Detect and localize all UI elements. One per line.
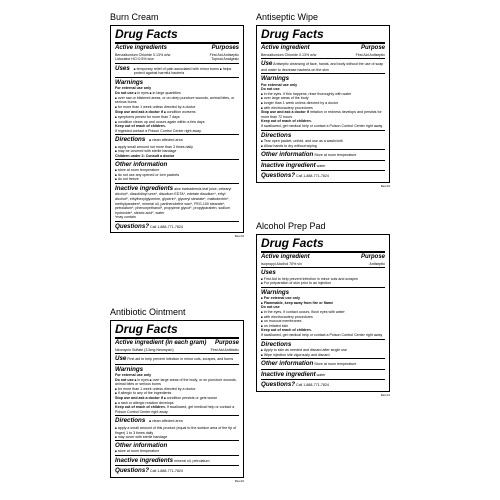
info-item: ■ do not use any opened or torn packets: [115, 173, 239, 178]
purposes-label: Purpose: [360, 45, 385, 51]
flammable-warning: Flammable, keep away from fire or flame: [263, 300, 334, 305]
questions-phone: Call 1-888-771-7824: [150, 224, 183, 229]
purposes-label: Purpose: [360, 254, 385, 260]
stop-use-label: Stop use and ask a doctor if: [115, 110, 163, 115]
panel-title: Antiseptic Wipe: [256, 12, 319, 22]
direction-item: ■ Allow hands to dry without wiping: [261, 144, 385, 149]
warning-item: ■ if allergic to any of the ingredients: [115, 391, 239, 396]
questions-section: [261, 379, 385, 390]
direction-item: ■ apply a small amount of this product (equal to the surface area of the tip of finger) 1 to 3 times daily: [115, 426, 239, 435]
uses-label: Uses: [261, 269, 276, 277]
questions-label: Questions?: [115, 222, 150, 230]
drug-facts-heading: Drug Facts: [261, 28, 385, 44]
stop-use-label: Stop use and ask a doctor if: [115, 396, 163, 401]
drug-facts-box: [110, 25, 244, 233]
ingredient-purpose: First Aid Antiseptic: [209, 52, 239, 57]
drug-facts-heading: Drug Facts: [261, 237, 385, 253]
keep-out-label: Keep out of reach of children.: [115, 124, 166, 129]
questions-label: Questions?: [115, 467, 150, 475]
inactive-ingredients-text: water: [316, 372, 326, 377]
directions-label: Directions: [115, 417, 146, 425]
external-use-warning: For external use only: [261, 82, 298, 87]
external-use-warning: For external use only: [115, 373, 152, 378]
direction-item: ■ Wipe injection site vigorously and discard: [261, 353, 385, 358]
alcohol-prep-pad-panel: [256, 221, 390, 397]
revision-label: Rev.02: [234, 478, 244, 483]
inactive-ingredients-label: Inactive ingredients: [115, 456, 174, 464]
keep-out-text: If swallowed, get medical help or contact a Poison Control Center right away: [261, 333, 383, 338]
ingredient-name: Benzalkonium Chloride 0.13% w/w: [261, 52, 317, 57]
revision-label: Rev.02: [380, 183, 390, 188]
other-information-label: Other information: [261, 360, 314, 368]
warnings-label: Warnings: [115, 365, 144, 373]
warning-item: ■ condition persists or gets worse: [164, 396, 217, 400]
info-item: ■ do not freeze: [115, 177, 239, 182]
inactive-ingredients-label: Inactive ingredient: [261, 161, 316, 169]
warning-item: ■ on irritated skin: [261, 324, 385, 329]
panel-title: Burn Cream: [110, 12, 159, 22]
purposes-label: Purpose: [214, 340, 239, 346]
inactive-ingredients-section: [115, 183, 239, 221]
drug-facts-box: [256, 25, 390, 183]
info-item: ■ store at room temperature: [115, 168, 239, 173]
inactive-ingredients-label: Inactive ingredients: [115, 184, 174, 192]
active-ingredients-section: [115, 44, 239, 63]
active-ingredients-section: [261, 253, 385, 267]
other-information-label: Other information: [115, 160, 168, 168]
warning-item: ■ longer than 1 week unless directed by a doctor: [261, 101, 385, 106]
antiseptic-wipe-panel: [256, 12, 390, 188]
direction-item: ■ Apply to skin as needed and discard after single use: [261, 348, 385, 353]
questions-label: Questions?: [261, 172, 296, 180]
other-information-section: [261, 358, 385, 369]
keep-out-label: Keep out of reach of children.: [115, 405, 166, 410]
direction-item: ■ may be covered with sterile bandage: [115, 149, 239, 154]
panel-title: Alcohol Prep Pad: [256, 221, 326, 231]
other-information-text: Store at room temperature: [314, 153, 357, 158]
do-not-use-label: Do not use: [261, 305, 280, 310]
use-item: ■ For preparation of skin prior to an injection: [261, 281, 385, 286]
do-not-use-label: Do not use: [115, 377, 134, 382]
warning-item: ■ in large quantities: [150, 91, 181, 95]
direction-item: ■ may cover with sterile bandage: [115, 435, 239, 440]
drug-facts-box: [110, 320, 244, 478]
active-ingredients-label: Active ingredient: [261, 254, 310, 260]
uses-text: Antiseptic cleansing of face, hands, and body without the use of soap and water to decrease bacteria on the skin: [261, 62, 384, 72]
info-item: ■ store at room temperature: [115, 449, 239, 454]
warning-item: ■ with electrocautery procedures: [261, 315, 385, 320]
warning-item: ■ for more than 1 week unless directed by a doctor: [115, 387, 239, 392]
direction-item: ■ clean affected area: [149, 419, 239, 424]
panel-title: Antibiotic Ointment: [110, 307, 186, 317]
other-information-section: [261, 149, 385, 160]
warning-item: ■ over large areas of the body: [261, 96, 385, 101]
directions-label: Directions: [261, 340, 292, 348]
keep-out-text: If swallowed, get medical help or contact a Poison Control Center right away: [261, 124, 383, 129]
warning-item: ■ in eyes: [135, 378, 149, 382]
warnings-label: Warnings: [261, 75, 290, 83]
other-information-section: [115, 159, 239, 183]
purposes-label: Purposes: [211, 45, 239, 51]
warning-item: ■ on mucous membranes: [261, 319, 385, 324]
warning-item: ■ over raw or blistered areas, or on deep puncture wounds, animal bites, or serious burns: [115, 96, 239, 105]
other-information-section: [115, 440, 239, 455]
inactive-ingredients-note: *may contain: [115, 215, 136, 220]
directions-label: Directions: [115, 136, 146, 144]
direction-children: Children under 2: Consult a doctor: [115, 154, 175, 158]
keep-out-label: Keep out of reach of children.: [261, 328, 312, 333]
ingredient-purpose: Antiseptic: [369, 261, 385, 266]
ingredient-purpose: Topical Analgesic: [211, 57, 239, 62]
warning-item: ■ for more than 1 week unless directed by a doctor: [115, 105, 239, 110]
warnings-section: [115, 364, 239, 416]
keep-out-text: If swallowed, get medical help or contact a Poison Control Center right away.: [115, 405, 235, 414]
do-not-use-label: Do not use: [261, 87, 280, 92]
stop-use-text: irritation or redness develops and persists for more than 72 hours: [261, 110, 382, 119]
inactive-ingredients-label: Inactive ingredient: [261, 370, 316, 378]
active-ingredients-section: [115, 339, 239, 353]
revision-label: Rev.01: [380, 392, 390, 397]
directions-section: [115, 134, 239, 145]
direction-item: ■ apply small amount not more than 3 times daily: [115, 145, 239, 150]
warning-item: ■ in the eyes. If this happens, rinse thoroughly with water: [261, 92, 385, 97]
direction-item: ■ Tear open packet, unfold, and use as a washcloth: [261, 139, 385, 144]
questions-section: [261, 170, 385, 181]
warnings-section: [261, 287, 385, 339]
warnings-section: [115, 77, 239, 134]
inactive-ingredients-section: [115, 455, 239, 466]
warning-item: ■ symptoms persist for more than 7 days: [115, 115, 239, 120]
directions-section: [115, 415, 239, 426]
stop-use-label: Stop use and ask a doctor if: [261, 110, 309, 115]
directions-label: Directions: [261, 131, 292, 139]
ingredient-name: Lidocaine HCl 0.5% w/w: [115, 57, 154, 62]
directions-section: [261, 339, 385, 359]
other-information-label: Other information: [261, 151, 314, 159]
uses-section: [115, 63, 239, 77]
uses-section: [261, 58, 385, 73]
warning-item: ■ a rash or allergic reaction develops: [115, 401, 239, 406]
uses-text: First aid to help prevent infection in minor cuts, scrapes, and burns: [127, 357, 234, 362]
warning-item: ■ condition worsens: [164, 110, 196, 114]
inactive-ingredients-text: water: [316, 163, 326, 168]
warnings-label: Warnings: [261, 288, 290, 296]
other-information-label: Other information: [115, 441, 168, 449]
external-use-warning: For external use only: [115, 86, 152, 91]
keep-out-label: Keep out of reach of children.: [261, 119, 312, 124]
ingredient-name: Neomycin Sulfate (3.5mg Neomycin): [115, 347, 174, 352]
inactive-ingredients-section: [261, 369, 385, 380]
uses-section: [261, 267, 385, 287]
questions-phone: Call 1-888-771-7824: [296, 383, 329, 388]
active-ingredients-label: Active ingredients: [115, 45, 168, 51]
uses-label: Use: [115, 355, 127, 363]
active-ingredients-section: [261, 44, 385, 58]
keep-out-text: If ingested contact a Poison Control Center right away.: [115, 128, 202, 133]
directions-section: [261, 130, 385, 150]
other-information-text: Store at room temperature: [314, 362, 357, 367]
direction-item: ■ clean affected area: [149, 138, 239, 143]
warning-item: ■ over large areas of the body, or on puncture wounds, animal bites or serious burns: [115, 378, 237, 387]
uses-label: Uses: [115, 64, 130, 72]
antibiotic-ointment-panel: [110, 307, 244, 483]
questions-section: [115, 465, 239, 476]
warning-item: ■ with electrocautery procedures: [261, 106, 385, 111]
warning-item: ■ condition clears up and occurs again within a few days: [115, 120, 239, 125]
questions-label: Questions?: [261, 381, 296, 389]
drug-facts-heading: Drug Facts: [115, 323, 239, 339]
inactive-ingredients-text: aloe barbadensis leaf juice, cetearyl alcohol*, diazolidinyl urea*, disodium EDTA*, edetate disodium*, ethyl alcohol*, ethylhexylglycerine, glycerin*, glyceryl stearate*, maltodextrin*, methylparaben*, mineral oil, panthenolethe wax*, PEG-100 stearate*, petrolatum*, phenoxyethanol*, propylene glycol*, propylparaben, sodium hydroxide*, stearic acid*, water: [115, 186, 232, 215]
warning-item: ■ in the eyes. If contact occurs, flush eyes with water: [261, 310, 385, 315]
ingredient-purpose: First Aid Antibiotic: [210, 347, 239, 352]
use-item: ■ temporary relief of pain associated with minor burns: [134, 67, 219, 71]
drug-facts-box: [256, 234, 390, 392]
uses-section: [115, 353, 239, 364]
use-item: ■ helps protect against harmful bacteria: [134, 67, 232, 76]
ingredient-name: Isopropyl Alcohol 70% v/v: [261, 261, 302, 266]
ingredient-purpose: First Aid Antiseptic: [355, 52, 385, 57]
inactive-ingredients-section: [261, 160, 385, 171]
ingredient-name: Benzalkonium Chloride 0.13% w/w: [115, 52, 171, 57]
external-use-warning: For external use only: [263, 296, 300, 301]
active-ingredients-label: Active ingredient: [261, 45, 310, 51]
inactive-ingredients-text: mineral oil, petrolatum: [174, 458, 210, 463]
warnings-label: Warnings: [115, 78, 144, 86]
burn-cream-panel: [110, 12, 244, 238]
active-ingredients-label: Active ingredient (in each gram): [115, 340, 207, 346]
use-item: ■ First Aid to help prevent infection in minor cuts and scrapes: [261, 277, 385, 282]
uses-label: Use: [261, 60, 273, 68]
drug-facts-heading: Drug Facts: [115, 28, 239, 44]
questions-section: [115, 221, 239, 232]
questions-phone: Call 1-888-771-7824: [150, 469, 183, 474]
warning-item: ■ in eyes: [135, 91, 149, 95]
questions-phone: Call 1-888-771-7824: [296, 174, 329, 179]
revision-label: Rev.02: [234, 234, 244, 239]
do-not-use-label: Do not use: [115, 90, 134, 95]
warnings-section: [261, 73, 385, 129]
